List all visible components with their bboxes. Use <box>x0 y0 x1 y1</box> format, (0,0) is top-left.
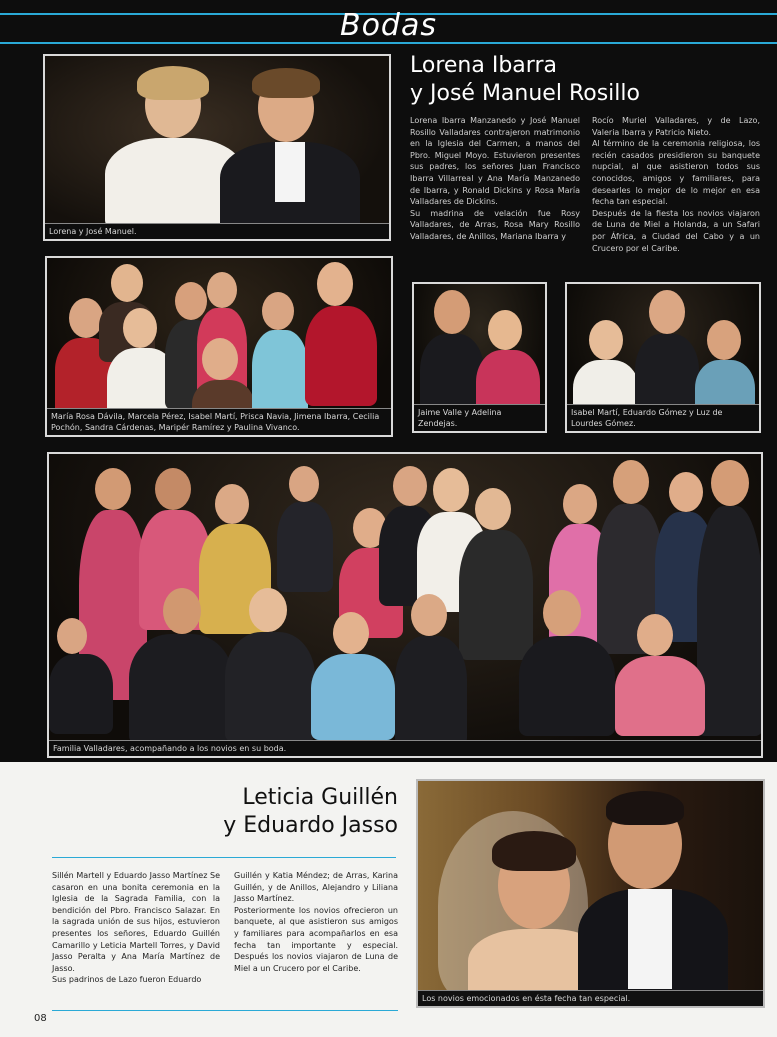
story2-title-line2: y Eduardo Jasso <box>223 813 398 838</box>
caption-couple2: Los novios emocionados en ésta fecha tan especial. <box>418 990 763 1006</box>
caption-couple: Lorena y José Manuel. <box>45 223 389 239</box>
story2-title-line1: Leticia Guillén <box>242 785 398 810</box>
photo-couple2 <box>416 779 765 1008</box>
story1-column2 <box>592 115 760 254</box>
story2-title-rule <box>52 857 396 858</box>
caption-pair: Jaime Valle y Adelina Zendejas. <box>414 404 545 431</box>
story1-col1-para2: Su madrina de velación fue Rosy Valladares, de Arras, Rosa Mary Rosillo Valladares, de Anillos, Mariana Ibarra y <box>410 208 580 241</box>
story1-title-line1: Lorena Ibarra <box>410 53 557 78</box>
photo-family <box>47 452 763 758</box>
caption-trio: Isabel Martí, Eduardo Gómez y Luz de Lourdes Gómez. <box>567 404 759 431</box>
story2-column1 <box>52 870 220 986</box>
page-number: 08 <box>34 1013 47 1024</box>
photo-couple-image <box>45 56 389 239</box>
footer-rule <box>52 1010 398 1011</box>
story1-title <box>410 52 770 108</box>
photo-couple <box>43 54 391 241</box>
story1-column1 <box>410 115 580 243</box>
photo-pair <box>412 282 547 433</box>
caption-family: Familia Valladares, acompañando a los novios en su boda. <box>49 740 761 756</box>
story2-col1-para1: Sillén Martell y Eduardo Jasso Martínez Se casaron en una bonita ceremonia en la Iglesia de la Sagrada Familia, con la bendición del Pbro. Francisco Salazar. En la sagrada unión de sus hijos, estuvieron presentes los señores, Eduardo Guillén Camarillo y Leticia Martell Torres, y David Jasso Peralta y Ana María Martínez de Jasso. <box>52 871 220 973</box>
story2-col2-para2: Posteriormente los novios ofrecieron un banquete, al que asistieron sus amigos y familiares para acompañarlos en esa fecha tan importante y especial. Después los novios viajaron de Luna de Miel a un Crucero por el Caribe. <box>234 905 398 973</box>
caption-friends: María Rosa Dávila, Marcela Pérez, Isabel Martí, Prisca Navia, Jimena Ibarra, Cecilia Pochón, Sandra Cárdenas, Maripér Ramírez y Paulina Vivanco. <box>47 408 391 435</box>
story2-column2 <box>234 870 398 974</box>
story1-col1-para1: Lorena Ibarra Manzanedo y José Manuel Rosillo Valladares contrajeron matrimonio en la Iglesia del Carmen, a manos del Pbro. Miguel Moyo. Estuvieron presentes sus padres, los señores Juan Francisco Ibarra Villarreal y Ana María Manzanedo de Ibarra, y Ronald Dickins y Rosa María Valladares de Dickins. <box>410 116 580 207</box>
section-title: Bodas <box>340 8 437 43</box>
photo-family-image <box>49 454 761 756</box>
story2-title <box>150 784 398 840</box>
story1-col2-para1: Rocío Muriel Valladares, y de Lazo, Valeria Ibarra y Patricio Nieto. <box>592 116 760 137</box>
story1-col2-para3: Después de la fiesta los novios viajaron de Luna de Miel a Holanda, a un Safari por África, a Ciudad del Cabo y a un Crucero por el Caribe. <box>592 208 760 253</box>
photo-couple2-image <box>418 781 763 1006</box>
story1-title-line2: y José Manuel Rosillo <box>410 81 640 106</box>
story1-col2-para2: Al término de la ceremonia religiosa, los recién casados presidieron su banquete nupcial, al que asistieron todos sus conocidos, amigos y familiares, para desearles lo mejor de lo mejor en esa fecha tan especial. <box>592 139 760 207</box>
bottom-section <box>0 762 777 1037</box>
story2-col2-para1: Guillén y Katia Méndez; de Arras, Karina Guillén, y de Anillos, Alejandro y Liliana Jasso Martínez. <box>234 871 398 904</box>
photo-friends <box>45 256 393 437</box>
story2-col1-para2: Sus padrinos de Lazo fueron Eduardo <box>52 975 202 985</box>
photo-trio <box>565 282 761 433</box>
